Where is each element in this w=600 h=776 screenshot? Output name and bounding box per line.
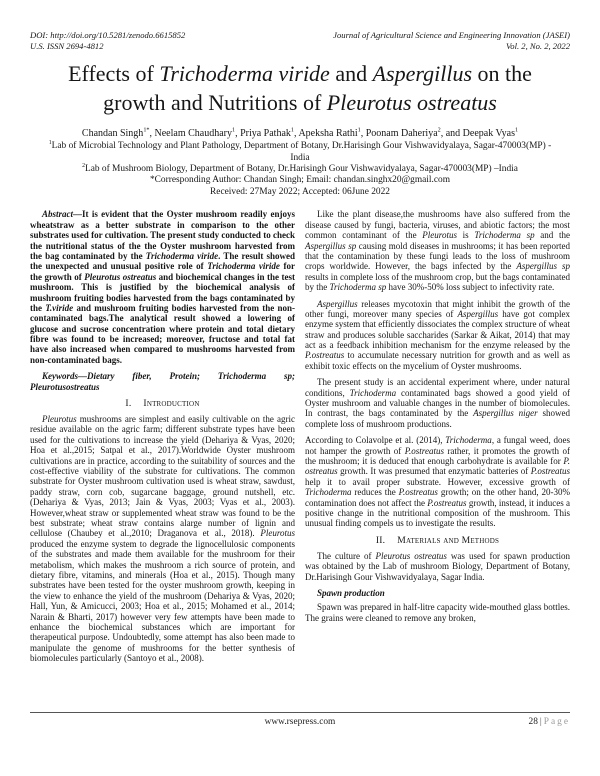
subsection-heading-spawn-production: Spawn production [317, 587, 385, 598]
keywords-line: Keywords—Dietary fiber, Protein; Trichoderma sp; Pleurotusostreatus [30, 371, 295, 392]
left-column [30, 209, 295, 699]
paragraph-culture-source: The culture of Pleurotus ostreatus was used for spawn production was obtained by the Lab of mushroom Biology, Department of Botany, Dr.Harisingh Gour Vishwavidyalaya, Sagar India. [305, 550, 570, 582]
article-body [30, 209, 570, 699]
page-word: Page [543, 717, 570, 727]
received-accepted-line: Received: 27May 2022; Accepted: 06June 2022 [210, 186, 390, 197]
affiliation-2: $^2$Lab of Mushroom Biology, Department of Botany, Dr.Harisingh Gour Vishwavidyalaya, Sagar-470003(MP) –India [82, 162, 518, 174]
corresponding-author-line: *Corresponding Author: Chandan Singh; Email: chandan.singhx20@gmail.com [149, 175, 450, 186]
journal-volume: Vol. 2, No. 2, 2022 [506, 41, 570, 52]
header-right [333, 30, 570, 52]
section-heading-introduction [30, 398, 295, 409]
header-left [30, 30, 185, 52]
page-header [30, 30, 570, 52]
paragraph-aspergillus: Aspergillus releases mycotoxin that might inhibit the growth of the other fungi, moreover many species of Aspergillus have got complex enzyme system that efficiently dissociates the complex structure of wheat straw and produces soluble saccharides (Sarkar & Aikat, 2014) that may act as a feedback inhibition mechanism for the enzyme released by the P.ostreatus to accumulate necessary nutrition for growth and as well as exhibit toxic effects on the mycelium of Oyster mushrooms. [305, 298, 570, 371]
section-label: Materials and Methods [397, 534, 500, 546]
introduction-paragraph: Pleurotus mushrooms are simplest and easily cultivable on the agric residue available on the agric farm; different substrate types have been used for the cultivations to increase the yield (Dehariya & Vyas, 2020; Hoa et al.,2015; Satpal et al., 2017).Worldwide Oyster mushroom cultivations are in practice, according to the suitability of sources and the cost-effective viability of the substrate for cultivations. The common substrate for Oyster mushroom cultivation used is wheat straw, sawdust, paddy straw, corn cob, sugarcane baggage, ground nutshell, etc. (Dehariya & Vyas, 2013; Jain & Vyas, 2003; Vyas et al., 2003). However,wheat straw or supplemented wheat straw was found to be the best substrate; wheat straw contains alarge number of lignin and cellulose (Chaubey et al.,2010; Draganova et al., 2018). Pleurotus produced the enzyme system to degrade the lignocellulosic components of the substrates and made them available for the mushroom for their metabolism, which makes the mushroom a rich source of protein, and dietary fibre, vitamins, and minerals (Hoa et al., 2015). Though many substrates have been tested for the oyster mushroom growth, keeping in the view to enhance the yield of the mushroom (Dehariya & Vyas, 2020; Hall, Yun, & Amicucci, 2003; Hoa et al., 2015; Mohamed et al., 2014; Narain & Bharti, 2017) however very few attempts have been made to enhance the biochemical substances which are important for therapeutical purpose. Undoubtedly, some attempt has also been made to manipulate the genome of mushrooms for the better synthesis of biomolecules particularly (Santoyo et al., 2008). [30, 414, 295, 664]
paragraph-present-study: The present study is an accidental experiment where, under natural conditions, Trichoderma contaminated bags showed a good yield of Oyster mushroom and valuable changes in the number of biomolecules. In contrast, the bags contaminated by the Aspergillus niger showed complete loss of mushroom productions. [305, 377, 570, 429]
abstract-paragraph: Abstract—It is evident that the Oyster mushroom readily enjoys wheatstraw as a better substrate in comparison to the other substrates used for cultivation. The present study conducted to check the nutritional status of the the Oyster mushroom harvested from the bag contaminated by the Trichoderma viride. The result showed the unexpected and unusual positive role of Trichoderma viride for the growth of Pleurotus ostreatus and biochemical changes in the test mushroom. This is justified by the biochemical analysis of mushroom fruiting bodies harvested from the bags contaminated by the T.viride and mushroom fruiting bodies harvested from the non-contaminated bags.The analytical result showed a lowering of glucose and sucrose concentration where protein and total dietary fibre was found to be increased; moreover, fructose and total fat have also increased when compared to mushrooms harvested from non-contaminated bags. [30, 209, 295, 365]
right-column [305, 209, 570, 699]
paragraph-colavolpe: According to Colavolpe et al. (2014), Trichoderma, a fungal weed, does not hamper the growth of P.ostreatus rather, it promotes the growth of the mushroom; it is deduced that enough carbohydrate is available for P. ostreatus growth. It was presumed that enzymatic batteries of P.ostreatus help it to avail proper substrate. However, excessive growth of Trichoderma reduces the P.ostreatus growth; on the other hand, 20-30% contamination does not affect the P.ostreatus growth, instead, it induces a positive change in the nutritional composition of the mushroom. This unusual finding compels us to investigate the results. [305, 435, 570, 529]
page-number-value: 28 [528, 717, 538, 727]
section-number: II. [375, 534, 386, 546]
section-number: I. [125, 398, 132, 410]
paragraph-disease: Like the plant disease,the mushrooms have also suffered from the disease caused by fungi, bacteria, viruses, and abiotic factors; the most common contaminant of the Pleurotus is Trichoderma sp and the Aspergillus sp causing mold diseases in mushrooms; it has been reported that the contamination by these fungi leads to the loss of mushroom crops worldwide. However, the bags infected by the Aspergillus sp results in complete loss of the mushroom crop, but the bags contaminated by the Trichoderma sp have 30%-50% loss subject to infectivity rate. [305, 209, 570, 293]
footer-page-number [529, 717, 571, 727]
section-heading-materials-methods [305, 535, 570, 546]
authors-line: Chandan Singh$^{1*}$, Neelam Chaudhary$^1$, Priya Pathak$^1$, Apeksha Rathi$^1$, Poonam Daheriya$^2$, and Deepak Vyas$^1$ [81, 126, 519, 139]
page-number-separator: | [539, 717, 542, 727]
paragraph-spawn: Spawn was prepared in half-litre capacity wide-mouthed glass bottles. The grains were cleaned to remove any broken, [305, 602, 570, 623]
page-footer [30, 712, 570, 727]
section-label: Introduction [143, 398, 200, 410]
footer-website: www.rsepress.com [264, 717, 336, 727]
affiliations-block [48, 141, 552, 198]
article-title: Effects of Trichoderma viride and Aspergillus on the growth and Nutritions of Pleurotus ostreatus [68, 61, 532, 115]
issn-text: U.S. ISSN 2694-4812 [30, 41, 104, 52]
doi-text: DOI: http://doi.org/10.5281/zenodo.6615852 [30, 30, 186, 40]
journal-name: Journal of Agricultural Science and Engineering Innovation (JASEI) [333, 30, 570, 40]
affiliation-1: $^1$Lab of Microbial Technology and Plant Pathology, Department of Botany, Dr.Harisingh Gour Vishwavidyalaya, Sagar-470003(MP) -India [48, 139, 552, 163]
